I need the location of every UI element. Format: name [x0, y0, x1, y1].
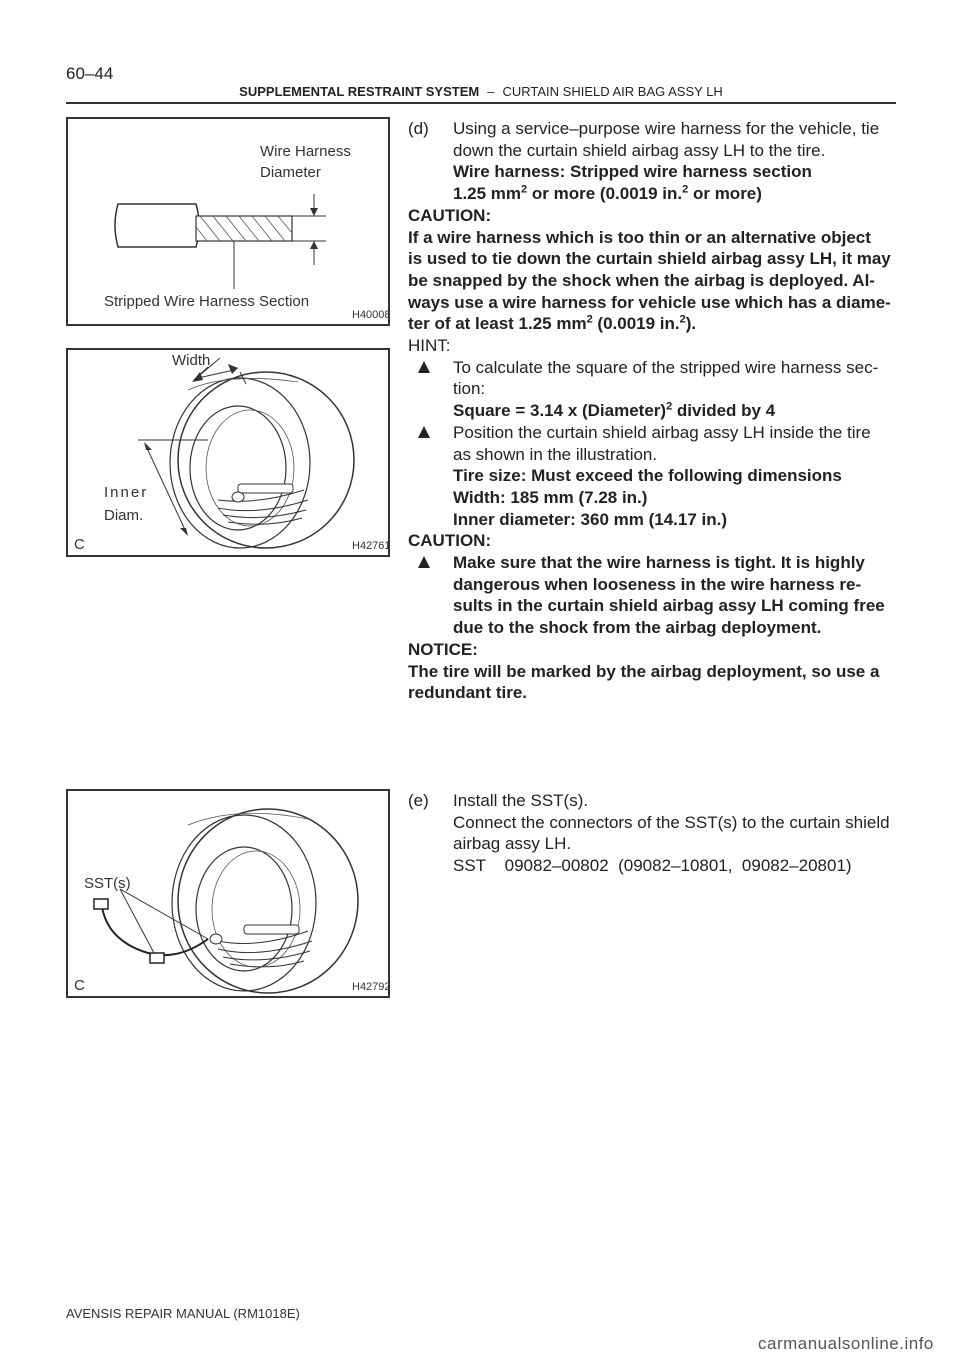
bullet-triangle-icon — [418, 556, 430, 568]
hint1-line2: tion: — [453, 379, 486, 399]
hint1-line1: To calculate the square of the stripped wire harness sec- — [453, 357, 879, 377]
watermark: carmanualsonline.info — [758, 1334, 934, 1353]
tire-width-line: Width: 185 mm (7.28 in.) — [453, 487, 648, 507]
label-diam: Diam. — [104, 507, 144, 524]
hint-label: HINT: — [408, 336, 451, 356]
figure-tire-dimensions — [66, 348, 390, 557]
figure-sst-install — [66, 789, 390, 998]
caution-line5: ter of at least 1.25 $mm^2$ (0.0019 in.$^2$). — [408, 313, 697, 334]
tire-inner-line: Inner diameter: 360 mm (14.17 in.) — [453, 509, 727, 529]
caution-line2: is used to tie down the curtain shield airbag assy LH, it may — [408, 249, 891, 269]
caution-label: CAUTION: — [408, 205, 492, 225]
label-sst: SST(s) — [84, 875, 131, 892]
hint1-formula: Square = 3.14 x (Diameter)$^2$ divided by 4 — [453, 400, 776, 421]
step-d-marker: (d) — [408, 119, 429, 138]
figure-wire-harness — [66, 117, 390, 326]
step-e-line3: airbag assy LH. — [453, 834, 572, 854]
corner-mark: C — [74, 536, 85, 553]
label-diameter: Diameter — [260, 164, 321, 181]
label-wire-harness: Wire Harness — [260, 143, 351, 160]
figure-code: H42761 — [352, 540, 391, 552]
step-e-line1: Install the SST(s). — [453, 791, 589, 810]
caution-line3: be snapped by the shock when the airbag is deployed. Al- — [408, 270, 875, 290]
step-d-block — [408, 118, 898, 704]
header-rule — [66, 102, 896, 104]
caution2-line2: dangerous when looseness in the wire harness re- — [453, 574, 862, 594]
caution-line4: ways use a wire harness for vehicle use which has a diame- — [408, 292, 891, 312]
caution2-line1: Make sure that the wire harness is tight. It is highly — [453, 553, 865, 573]
bullet-triangle-icon — [418, 426, 430, 438]
notice-line1: The tire will be marked by the airbag deployment, so use a — [408, 661, 880, 681]
caution2-line3: sults in the curtain shield airbag assy LH coming free — [453, 596, 885, 616]
corner-mark: C — [74, 977, 85, 994]
hint2-line2: as shown in the illustration. — [453, 444, 658, 464]
spec-line2: 1.25 $mm^2$ or more (0.0019 in.$^2$ or more) — [453, 183, 762, 204]
tire-dimension-illustration — [68, 350, 388, 555]
label-stripped-section: Stripped Wire Harness Section — [104, 293, 310, 310]
section-title: SUPPLEMENTAL RESTRAINT SYSTEM — [239, 84, 480, 99]
step-d-line1: Using a service–purpose wire harness for the vehicle, tie — [453, 119, 880, 138]
hint2-line1: Position the curtain shield airbag assy LH inside the tire — [453, 422, 871, 442]
caution2-label: CAUTION: — [408, 531, 492, 551]
step-e-marker: (e) — [408, 791, 429, 810]
footer-manual-title: AVENSIS REPAIR MANUAL (RM1018E) — [66, 1306, 300, 1321]
spec-line1: Wire harness: Stripped wire harness section — [453, 162, 812, 182]
sst-illustration — [68, 791, 388, 996]
caution2-line4: due to the shock from the airbag deployment. — [453, 618, 822, 638]
label-width: Width — [172, 352, 211, 369]
figure-code: H40008 — [352, 309, 391, 321]
running-header — [66, 84, 896, 99]
step-e-block — [408, 790, 898, 877]
header-separator: – — [487, 84, 495, 99]
sst-part-numbers: SST 09082–00802 (09082–10801, 09082–20801) — [453, 856, 852, 876]
step-d-line2: down the curtain shield airbag assy LH to the tire. — [453, 140, 826, 160]
step-e-line2: Connect the connectors of the SST(s) to the curtain shield — [453, 812, 890, 832]
bullet-triangle-icon — [418, 361, 430, 373]
tire-size-line: Tire size: Must exceed the following dimensions — [453, 466, 842, 486]
subsection-title: CURTAIN SHIELD AIR BAG ASSY LH — [502, 84, 723, 99]
notice-line2: redundant tire. — [408, 683, 528, 703]
page-number: 60–44 — [66, 64, 114, 83]
figure-code: H42792 — [352, 981, 391, 993]
notice-label: NOTICE: — [408, 639, 478, 659]
label-inner: Inner — [104, 484, 149, 501]
caution-line1: If a wire harness which is too thin or an alternative object — [408, 227, 871, 247]
